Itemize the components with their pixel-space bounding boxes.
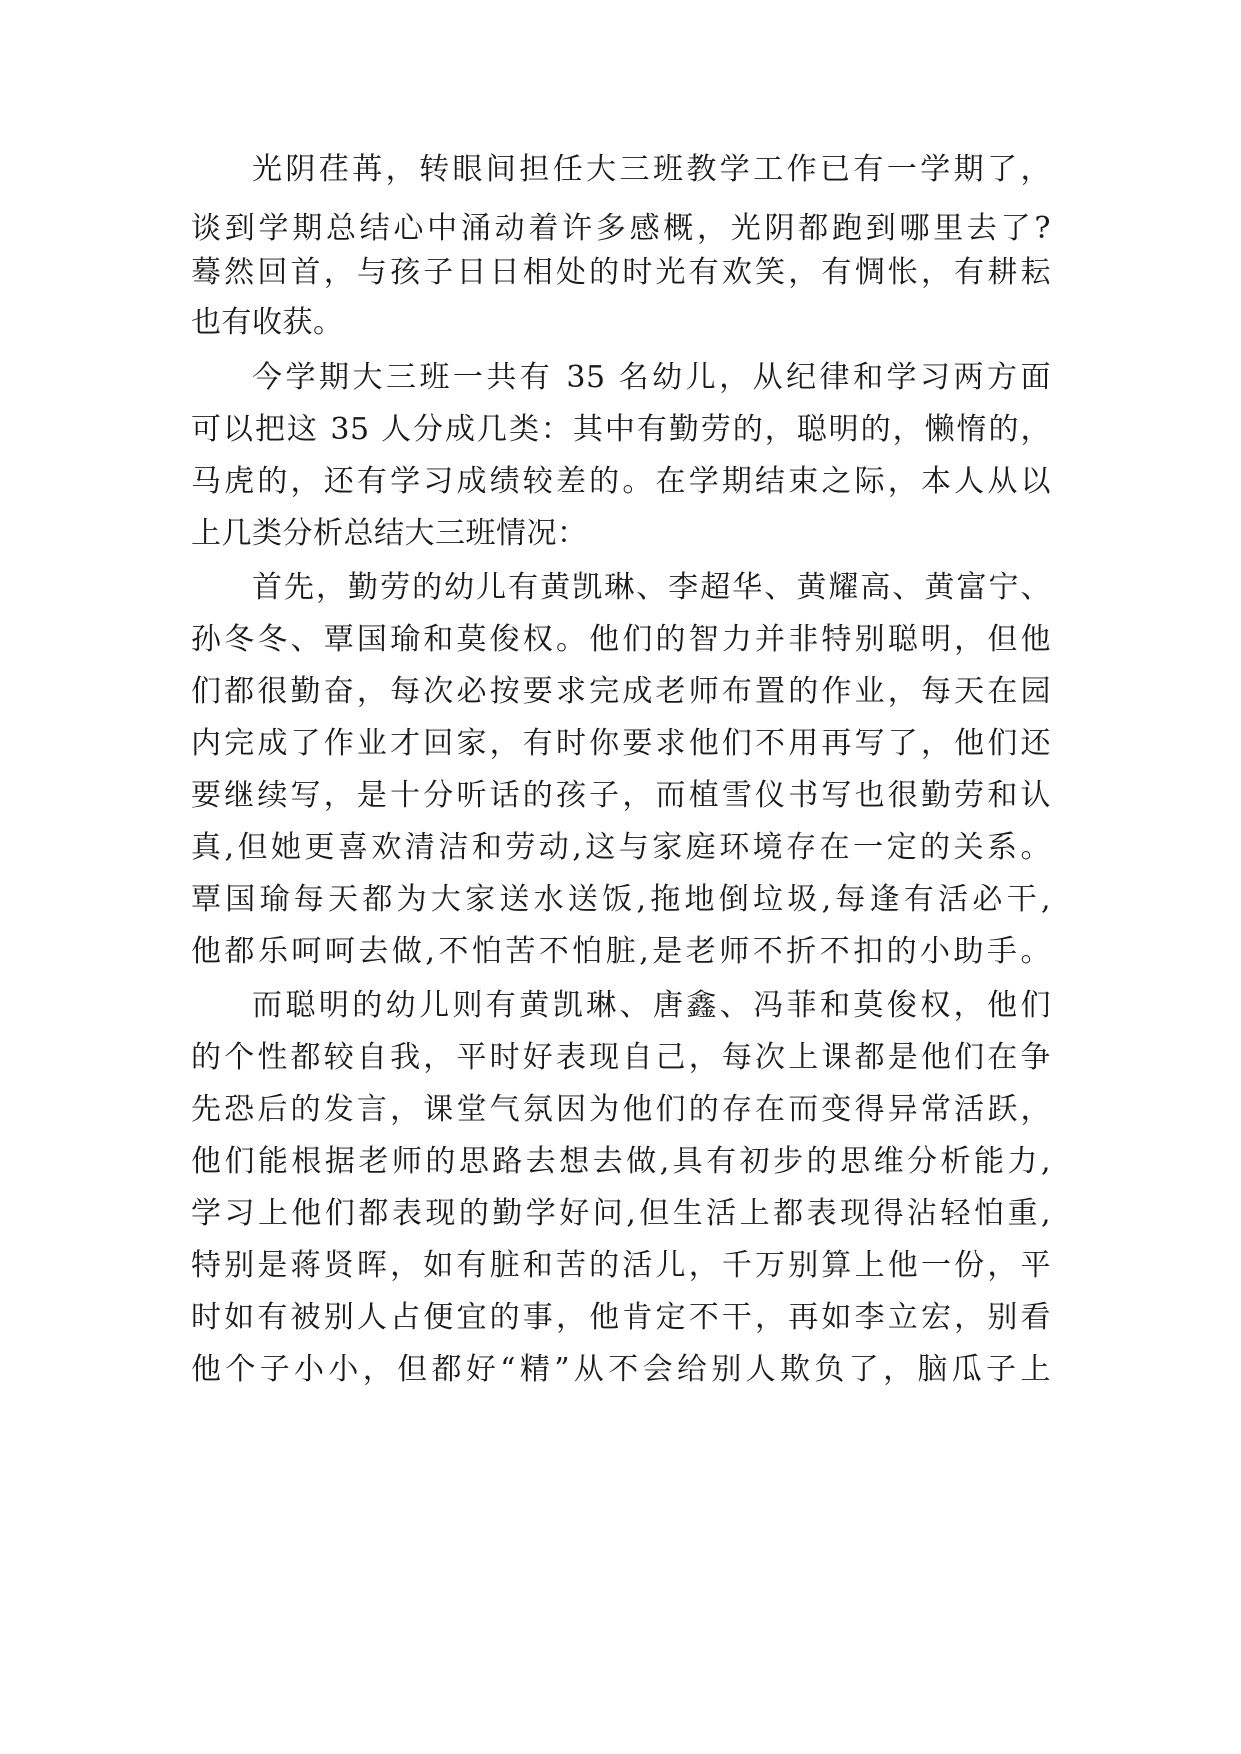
paragraph-3-line-4: 内完成了作业才回家，有时你要求他们不用再写了，他们还 bbox=[191, 726, 1051, 761]
paragraph-2-line-2: 可以把这 35 人分成几类：其中有勤劳的，聪明的，懒惰的， bbox=[191, 412, 1051, 447]
paragraph-4-line-1: 而聪明的幼儿则有黄凯琳、唐鑫、冯菲和莫俊权，他们 bbox=[252, 988, 1051, 1023]
paragraph-2-line-4: 上几类分析总结大三班情况： bbox=[191, 516, 588, 551]
paragraph-4-line-5: 学习上他们都表现的勤学好问,但生活上都表现得沾轻怕重, bbox=[191, 1196, 1051, 1231]
paragraph-4-line-4: 他们能根据老师的思路去想去做,具有初步的思维分析能力, bbox=[191, 1144, 1051, 1179]
paragraph-4-line-7: 时如有被别人占便宜的事，他肯定不干，再如李立宏，别看 bbox=[191, 1300, 1051, 1335]
paragraph-1-line-4: 也有收获。 bbox=[191, 305, 344, 340]
paragraph-1-line-2: 谈到学期总结心中涌动着许多感概，光阴都跑到哪里去了? bbox=[191, 211, 1051, 246]
paragraph-4-line-3: 先恐后的发言，课堂气氛因为他们的存在而变得异常活跃， bbox=[191, 1092, 1051, 1127]
paragraph-3-line-1: 首先，勤劳的幼儿有黄凯琳、李超华、黄耀高、黄富宁、 bbox=[252, 570, 1051, 605]
paragraph-3-line-8: 他都乐呵呵去做,不怕苦不怕脏,是老师不折不扣的小助手。 bbox=[191, 934, 1051, 969]
paragraph-4-line-6: 特别是蒋贤晖，如有脏和苦的活儿，千万别算上他一份，平 bbox=[191, 1248, 1051, 1283]
paragraph-3-line-5: 要继续写，是十分听话的孩子，而植雪仪书写也很勤劳和认 bbox=[191, 778, 1051, 813]
paragraph-3-line-3: 们都很勤奋，每次必按要求完成老师布置的作业，每天在园 bbox=[191, 674, 1051, 709]
paragraph-3-line-6: 真,但她更喜欢清洁和劳动,这与家庭环境存在一定的关系。 bbox=[191, 830, 1051, 865]
paragraph-2-line-3: 马虎的，还有学习成绩较差的。在学期结束之际，本人从以 bbox=[191, 464, 1051, 499]
paragraph-4-line-2: 的个性都较自我，平时好表现自己，每次上课都是他们在争 bbox=[191, 1040, 1051, 1075]
paragraph-1-line-3: 蓦然回首，与孩子日日相处的时光有欢笑，有惆怅，有耕耘 bbox=[191, 255, 1051, 290]
paragraph-1-line-1: 光阴荏苒，转眼间担任大三班教学工作已有一学期了， bbox=[252, 152, 1051, 187]
paragraph-3-line-7: 覃国瑜每天都为大家送水送饭,拖地倒垃圾,每逢有活必干, bbox=[191, 882, 1051, 917]
paragraph-4-line-8: 他个子小小，但都好“精”从不会给别人欺负了，脑瓜子上 bbox=[191, 1352, 1051, 1387]
paragraph-3-line-2: 孙冬冬、覃国瑜和莫俊权。他们的智力并非特别聪明，但他 bbox=[191, 622, 1051, 657]
paragraph-2-line-1: 今学期大三班一共有 35 名幼儿，从纪律和学习两方面 bbox=[252, 360, 1051, 395]
